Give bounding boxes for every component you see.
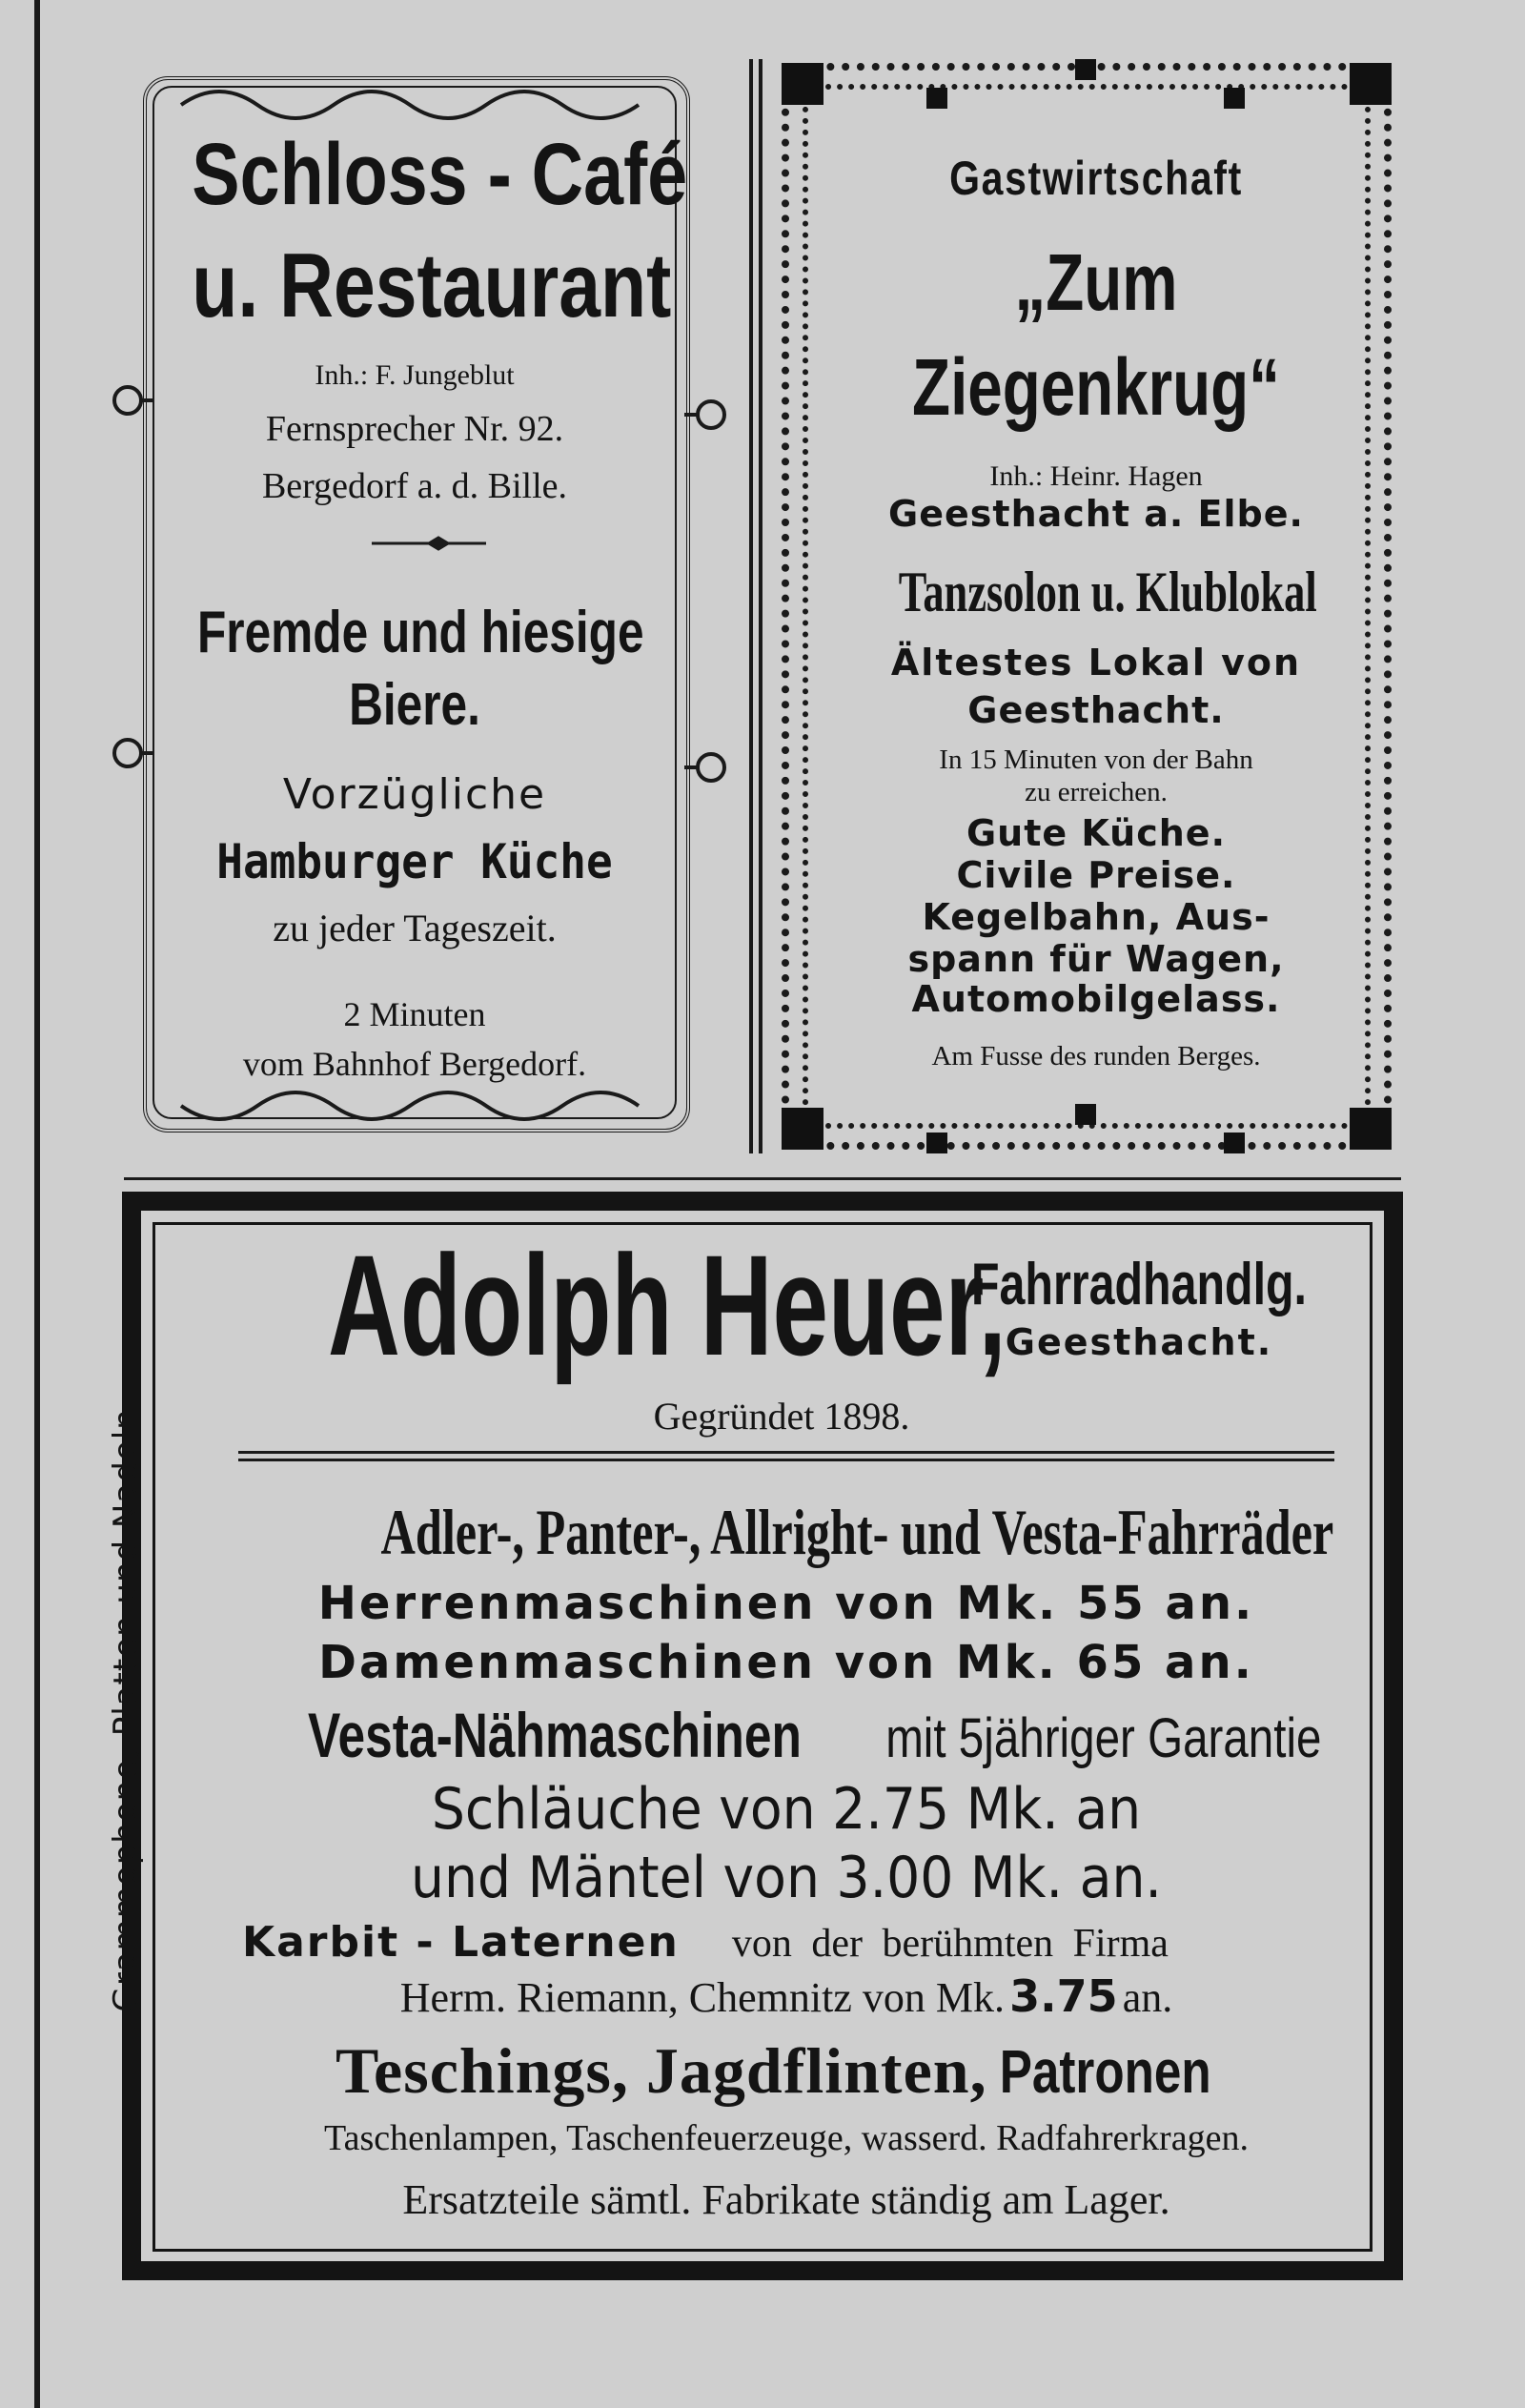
shop-name: Adolph Heuer, [328,1225,1006,1385]
sewing-warranty: mit 5jähriger Garantie [885,1707,1322,1769]
inn-reach-line2: zu erreichen. [1025,777,1168,807]
inn-oldest-line1: Ältestes Lokal von [890,642,1302,684]
shop-place: Geesthacht. [1005,1321,1273,1363]
dot-marker-icon [1224,1133,1245,1153]
section-divider [124,1177,1401,1180]
inn-reach-line1: In 15 Minuten von der Bahn [939,745,1253,775]
inn-location: Geesthacht a. Elbe. [888,493,1304,535]
riemann-line [238,1968,1334,2027]
cafe-beer-line2: Biere. [349,672,480,738]
dot-marker-icon [926,1133,947,1153]
column-divider [759,59,762,1153]
inn-label: Gastwirtschaft [949,152,1243,205]
cafe-distance-line2: vom Bahnhof Bergedorf. [242,1045,587,1083]
page-edge-rule [34,0,40,2408]
cafe-distance-line1: 2 Minuten [343,995,486,1033]
shop-founded: Gegründet 1898. [653,1395,910,1438]
inn-offer-line1: Gute Küche. [966,812,1227,854]
column-divider [749,59,753,1153]
sewing-line [238,1695,1334,1779]
guns-line [238,2030,1334,2112]
corner-square-icon [1350,1108,1392,1150]
inn-offer-line4: spann für Wagen, [907,938,1285,980]
inn-offer-line5: Automobilgelass. [911,978,1281,1020]
lamps-line [242,1914,1338,1972]
inn-owner: Inh.: Heinr. Hagen [989,460,1203,492]
cafe-subtitle: u. Restaurant [192,235,672,337]
cafe-phone: Fernsprecher Nr. 92. [265,409,564,449]
shop-trade: Fahrradhandlg. [971,1252,1307,1317]
riemann-text: Herm. Riemann, Chemnitz von Mk. [399,1974,1006,2021]
cartridges-text: Patronen [999,2037,1211,2106]
tubes-price: Schläuche von 2.75 Mk. an [431,1776,1142,1843]
carbide-lamps: Karbit - Laternen [242,1918,680,1967]
spare-parts: Ersatzteile sämtl. Fabrikate ständig am Lager. [402,2176,1170,2223]
women-bikes: Damenmaschinen von Mk. 65 an. [318,1636,1254,1689]
inn-name-line1: „Zum [1014,237,1178,327]
dot-marker-icon [926,88,947,109]
accessories: Taschenlampen, Taschenfeuerzeuge, wasserd. Radfahrerkragen. [324,2118,1249,2158]
inn-oldest-line2: Geesthacht. [967,689,1225,731]
cafe-owner: Inh.: F. Jungeblut [315,359,515,391]
inn-dance: Tanzsolon u. Klublokal [898,561,1317,623]
corner-square-icon [782,1108,824,1150]
cafe-kitchen-line2: Hamburger Küche [216,834,613,889]
cafe-kitchen-line3: zu jeder Tageszeit. [273,907,557,949]
cafe-location: Bergedorf a. d. Bille. [261,466,568,506]
divider-rule [238,1459,1334,1461]
guns-text: Teschings, Jagdflinten, [335,2034,987,2107]
inn-offer-line2: Civile Preise. [956,854,1236,896]
corner-square-icon [782,63,824,105]
inn-footer: Am Fusse des runden Berges. [931,1041,1261,1071]
riemann-suffix: an. [1122,1974,1173,2021]
dot-marker-icon [1224,88,1245,109]
cafe-title: Schloss - Café [192,126,688,223]
dot-marker-icon [1075,59,1096,80]
cafe-beer-line1: Fremde und hiesige [197,600,644,665]
cafe-kitchen-line1: Vorzügliche [282,770,547,819]
sewing-machines: Vesta-Nähmaschinen [308,1700,802,1770]
dot-marker-icon [1075,1104,1096,1125]
inn-offer-line3: Kegelbahn, Aus- [922,896,1271,938]
men-bikes: Herrenmaschinen von Mk. 55 an. [317,1577,1255,1630]
bike-brands: Adler-, Panter-, Allright- und Vesta-Fahrräder [380,1496,1334,1568]
famous-firm: von der berühmten Firma [731,1922,1169,1966]
tires-price: und Mäntel von 3.00 Mk. an. [411,1845,1162,1911]
divider-rule [238,1451,1334,1454]
corner-square-icon [1350,63,1392,105]
riemann-price: 3.75 [1009,1970,1118,2022]
inn-name-line2: Ziegenkrug“ [912,342,1280,432]
side-text-vertical: Grammophone, Platten und Nadeln. [107,1397,145,2012]
